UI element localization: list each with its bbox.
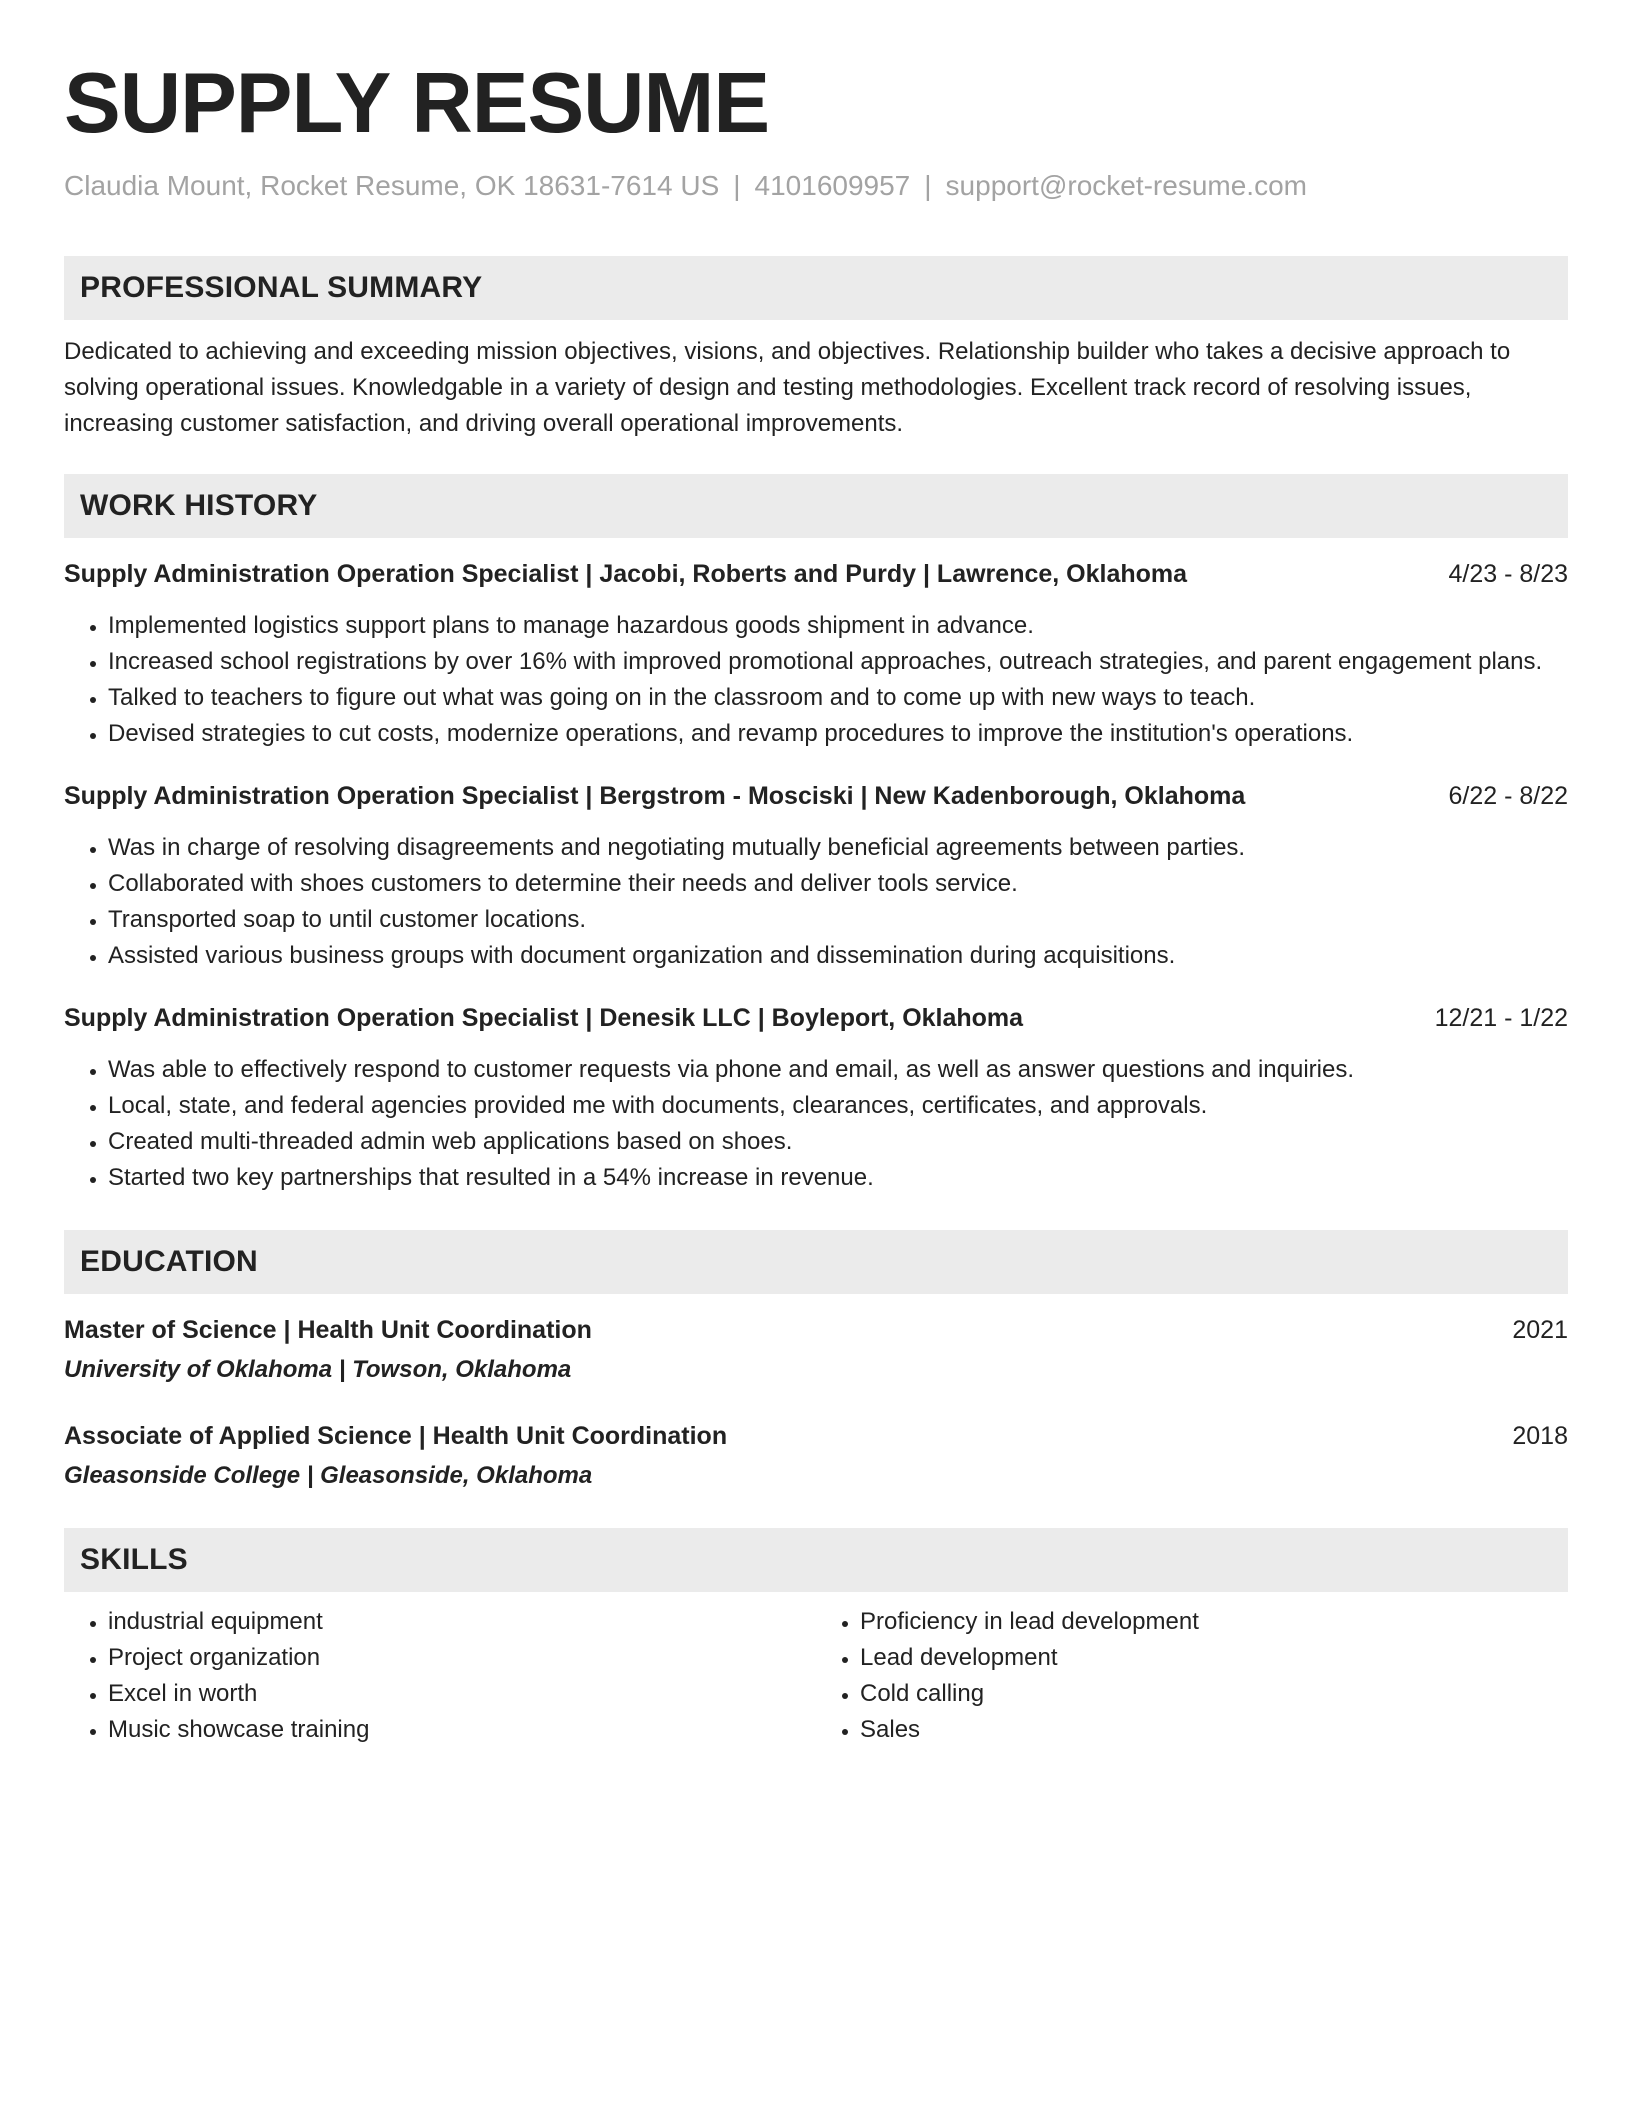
skills-column-left xyxy=(64,1604,816,1748)
education-header xyxy=(64,1418,1568,1454)
education-year: 2018 xyxy=(1512,1422,1568,1450)
job-dates: 4/23 - 8/23 xyxy=(1448,560,1568,588)
job-bullet: • Increased school registrations by over 16% with improved promotional approaches, outreach strategies, and parent engagement plans. xyxy=(108,644,1568,680)
skill-item: • industrial equipment xyxy=(108,1604,816,1640)
education-degree: Master of Science | Health Unit Coordination xyxy=(64,1316,592,1344)
job-bullet: • Devised strategies to cut costs, modernize operations, and revamp procedures to improve the institution's operations. xyxy=(108,716,1568,752)
skills-list xyxy=(816,1604,1568,1748)
job-bullet: • Created multi-threaded admin web applications based on shoes. xyxy=(108,1124,1568,1160)
job-bullet: • Was able to effectively respond to customer requests via phone and email, as well as answer questions and inquiries. xyxy=(108,1052,1568,1088)
work-history-heading: WORK HISTORY xyxy=(64,474,1568,538)
summary-text: Dedicated to achieving and exceeding mission objectives, visions, and objectives. Relationship builder who takes a decisive approach to solving operational issues. Knowledgable in a variety of design and testing methodologies. Excellent track record of resolving issues, increasing customer satisfaction, and driving overall operational improvements. xyxy=(64,338,1511,437)
contact-line xyxy=(64,168,1568,204)
job-bullet: • Was in charge of resolving disagreements and negotiating mutually beneficial agreements between parties. xyxy=(108,830,1568,866)
job-bullet: • Collaborated with shoes customers to determine their needs and deliver tools service. xyxy=(108,866,1568,902)
job-bullet: • Talked to teachers to figure out what was going on in the classroom and to come up with new ways to teach. xyxy=(108,680,1568,716)
job-title: Supply Administration Operation Specialist | Denesik LLC | Boyleport, Oklahoma xyxy=(64,1004,1024,1032)
education-entry xyxy=(64,1312,1568,1388)
skill-item: • Cold calling xyxy=(860,1676,1568,1712)
contact-separator: | xyxy=(733,170,741,201)
job-header xyxy=(64,556,1568,592)
contact-address: Claudia Mount, Rocket Resume, OK 18631-7614 US xyxy=(64,170,720,201)
job-dates: 12/21 - 1/22 xyxy=(1434,1004,1568,1032)
contact-separator: | xyxy=(924,170,932,201)
resume-title: SUPPLY RESUME xyxy=(64,56,770,151)
summary-heading: PROFESSIONAL SUMMARY xyxy=(64,256,1568,320)
skills-heading: SKILLS xyxy=(64,1528,1568,1592)
education-school: Gleasonside College | Gleasonside, Oklahoma xyxy=(64,1462,593,1489)
skill-item: • Project organization xyxy=(108,1640,816,1676)
job-bullet-list xyxy=(64,1052,1568,1196)
skill-item: • Proficiency in lead development xyxy=(860,1604,1568,1640)
education-degree: Associate of Applied Science | Health Unit Coordination xyxy=(64,1422,728,1450)
job-title: Supply Administration Operation Specialist | Bergstrom - Mosciski | New Kadenborough, Oklahoma xyxy=(64,782,1246,810)
job-header xyxy=(64,778,1568,814)
job-entry xyxy=(64,1000,1568,1196)
job-entry xyxy=(64,778,1568,974)
job-bullet: • Implemented logistics support plans to manage hazardous goods shipment in advance. xyxy=(108,608,1568,644)
contact-phone: 4101609957 xyxy=(754,170,911,201)
education-year: 2021 xyxy=(1512,1316,1568,1344)
skill-item: • Music showcase training xyxy=(108,1712,816,1748)
skills-columns xyxy=(64,1604,1568,1748)
skill-item: • Excel in worth xyxy=(108,1676,816,1712)
job-entry xyxy=(64,556,1568,752)
skills-column-right xyxy=(816,1604,1568,1748)
job-bullet-list xyxy=(64,608,1568,752)
education-heading: EDUCATION xyxy=(64,1230,1568,1294)
education-header xyxy=(64,1312,1568,1348)
job-bullet: • Started two key partnerships that resulted in a 54% increase in revenue. xyxy=(108,1160,1568,1196)
job-header xyxy=(64,1000,1568,1036)
contact-email: support@rocket-resume.com xyxy=(945,170,1307,201)
job-bullet-list xyxy=(64,830,1568,974)
education-school: University of Oklahoma | Towson, Oklahoma xyxy=(64,1356,572,1383)
skill-item: • Sales xyxy=(860,1712,1568,1748)
job-bullet: • Local, state, and federal agencies provided me with documents, clearances, certificates, and approvals. xyxy=(108,1088,1568,1124)
education-entry xyxy=(64,1418,1568,1494)
skills-list xyxy=(64,1604,816,1748)
job-title: Supply Administration Operation Specialist | Jacobi, Roberts and Purdy | Lawrence, Oklahoma xyxy=(64,560,1188,588)
job-bullet: • Transported soap to until customer locations. xyxy=(108,902,1568,938)
skill-item: • Lead development xyxy=(860,1640,1568,1676)
job-bullet: • Assisted various business groups with document organization and dissemination during acquisitions. xyxy=(108,938,1568,974)
job-dates: 6/22 - 8/22 xyxy=(1448,782,1568,810)
